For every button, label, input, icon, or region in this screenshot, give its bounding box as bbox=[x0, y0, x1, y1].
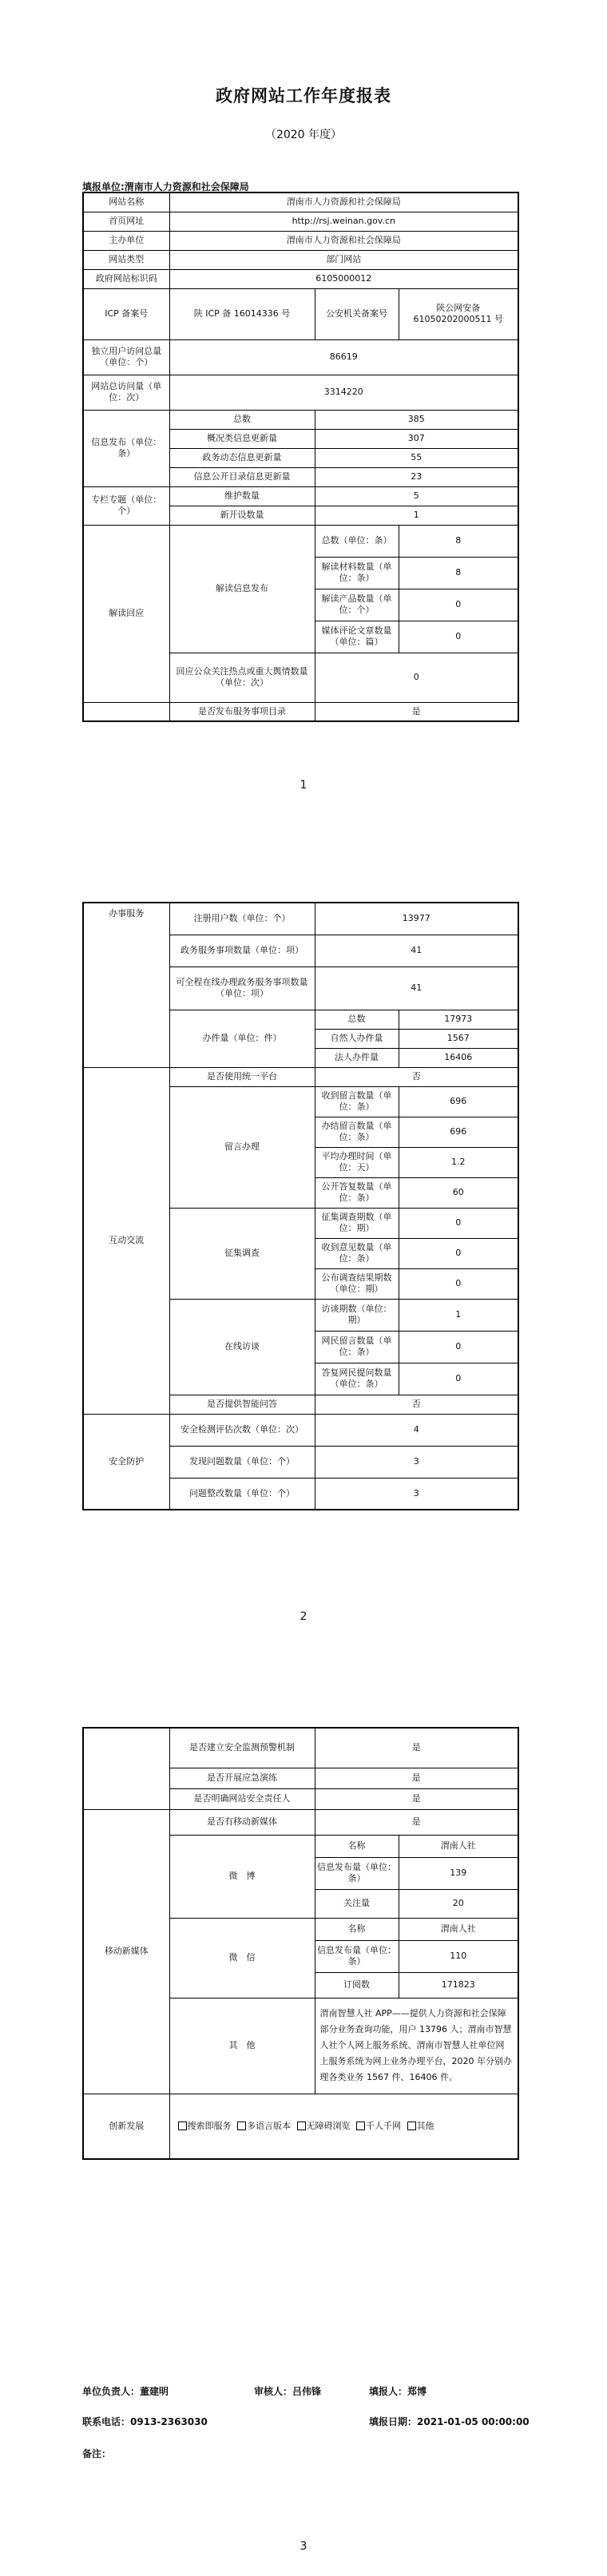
site-code-value: 6105000012 bbox=[169, 269, 518, 288]
visitors-value: 86619 bbox=[169, 339, 518, 375]
interp-row-value: 0 bbox=[399, 621, 518, 653]
info-publish-row-value: 385 bbox=[315, 410, 518, 429]
checkbox-icon[interactable] bbox=[178, 2122, 187, 2130]
checkbox-icon[interactable] bbox=[297, 2122, 306, 2130]
innovation-option[interactable]: 千人千网 bbox=[353, 2121, 401, 2131]
handled-row-value: 17973 bbox=[399, 1010, 518, 1029]
survey-row-value: 0 bbox=[399, 1238, 518, 1268]
reg-users-label: 注册用户数（单位：个） bbox=[169, 903, 315, 935]
has-mobile-value: 是 bbox=[315, 1809, 518, 1835]
weibo-row-value: 20 bbox=[399, 1889, 518, 1918]
message-row-value: 696 bbox=[399, 1086, 518, 1117]
handled-row-label: 自然人办件量 bbox=[315, 1029, 399, 1048]
online-items-value: 41 bbox=[315, 966, 518, 1010]
reg-users-value: 13977 bbox=[315, 903, 518, 935]
survey-row-label: 公布调查结果期数（单位：期） bbox=[315, 1268, 399, 1299]
response-label: 解读回应 bbox=[83, 525, 169, 702]
phone-line bbox=[82, 2415, 208, 2428]
columns-row-label: 维护数量 bbox=[169, 486, 315, 506]
columns-row-value: 1 bbox=[315, 506, 518, 525]
interaction-label: 互动交流 bbox=[83, 1067, 169, 1414]
info-publish-row-label: 信息公开目录信息更新量 bbox=[169, 467, 315, 486]
sec-row-value: 是 bbox=[315, 1768, 518, 1788]
handled-row-label: 法人办件量 bbox=[315, 1048, 399, 1067]
message-row-value: 60 bbox=[399, 1177, 518, 1208]
survey-label: 征集调查 bbox=[169, 1208, 315, 1299]
security-row-value: 3 bbox=[315, 1478, 518, 1510]
interview-row-value: 0 bbox=[399, 1363, 518, 1395]
message-row-value: 1.2 bbox=[399, 1147, 518, 1177]
interp-row-label: 媒体评论文章数量（单位：篇） bbox=[315, 621, 399, 653]
filing-unit: 填报单位:渭南市人力资源和社会保障局 bbox=[82, 181, 249, 193]
phone-value: 0913-2363030 bbox=[130, 2416, 208, 2427]
home-url-label: 首页网址 bbox=[83, 212, 169, 231]
message-row-label: 公开答复数量（单位：条） bbox=[315, 1177, 399, 1208]
filler-name: 郑博 bbox=[407, 2386, 427, 2397]
date-label: 填报日期： bbox=[369, 2416, 418, 2427]
reviewer-label: 审核人： bbox=[254, 2386, 293, 2397]
handled-row-value: 16406 bbox=[399, 1048, 518, 1067]
unified-platform-label: 是否使用统一平台 bbox=[169, 1067, 315, 1086]
smart-qa-label: 是否提供智能问答 bbox=[169, 1395, 315, 1414]
police-record-label: 公安机关备案号 bbox=[315, 288, 399, 339]
wechat-label: 微 信 bbox=[169, 1918, 315, 1998]
wechat-row-value: 110 bbox=[399, 1940, 518, 1972]
page1-table bbox=[82, 192, 519, 722]
checkbox-icon[interactable] bbox=[356, 2122, 365, 2130]
survey-row-value: 0 bbox=[399, 1268, 518, 1299]
checkbox-icon[interactable] bbox=[407, 2122, 416, 2130]
interview-row-label: 网民留言数量（单位：条） bbox=[315, 1331, 399, 1363]
page-number: 1 bbox=[300, 779, 307, 792]
columns-label: 专栏专题（单位：个） bbox=[83, 486, 169, 525]
message-row-value: 696 bbox=[399, 1117, 518, 1147]
host-unit-value: 渭南市人力资源和社会保障局 bbox=[169, 231, 518, 250]
sec-row-value: 是 bbox=[315, 1728, 518, 1768]
columns-row-value: 5 bbox=[315, 486, 518, 506]
interp-label: 解读信息发布 bbox=[169, 525, 315, 653]
info-publish-row-value: 55 bbox=[315, 448, 518, 467]
handled-row-value: 1567 bbox=[399, 1029, 518, 1048]
innovation-option[interactable]: 无障碍浏览 bbox=[294, 2121, 351, 2131]
icp-value: 陕 ICP 备 16014336 号 bbox=[169, 288, 315, 339]
interview-row-value: 1 bbox=[399, 1299, 518, 1331]
leader-name: 董建明 bbox=[140, 2386, 169, 2397]
interp-row-value: 8 bbox=[399, 525, 518, 557]
site-type-label: 网站类型 bbox=[83, 250, 169, 269]
mobile-media-label: 移动新媒体 bbox=[83, 1809, 169, 2094]
service-items-value: 41 bbox=[315, 935, 518, 966]
reviewer-line bbox=[254, 2384, 321, 2398]
weibo-label: 微 博 bbox=[169, 1835, 315, 1918]
handled-label: 办件量（单位：件） bbox=[169, 1010, 315, 1067]
other-media-label: 其 他 bbox=[169, 1998, 315, 2094]
report-title: 政府网站工作年度报表 bbox=[216, 86, 391, 105]
remark-label: 备注： bbox=[82, 2448, 112, 2459]
weibo-row-label: 关注量 bbox=[315, 1889, 399, 1918]
home-url-value: http://rsj.weinan.gov.cn bbox=[169, 212, 518, 231]
views-value: 3314220 bbox=[169, 375, 518, 410]
survey-row-value: 0 bbox=[399, 1208, 518, 1238]
security-label: 安全防护 bbox=[83, 1414, 169, 1510]
date-line bbox=[369, 2415, 530, 2428]
sec-row-value: 是 bbox=[315, 1788, 518, 1809]
message-label: 留言办理 bbox=[169, 1086, 315, 1208]
site-code-label: 政府网站标识码 bbox=[83, 269, 169, 288]
survey-row-label: 收到意见数量（单位：条） bbox=[315, 1238, 399, 1268]
wechat-row-value: 171823 bbox=[399, 1972, 518, 1998]
interp-row-label: 解读产品数量（单位：个） bbox=[315, 589, 399, 621]
wechat-row-label: 信息发布量（单位：条） bbox=[315, 1940, 399, 1972]
sec-row-label: 是否开展应急演练 bbox=[169, 1768, 315, 1788]
info-publish-row-label: 政务动态信息更新量 bbox=[169, 448, 315, 467]
unified-platform-value: 否 bbox=[315, 1067, 518, 1086]
service-list-value: 是 bbox=[315, 702, 518, 721]
reviewer-name: 吕伟锋 bbox=[292, 2386, 322, 2397]
interview-row-label: 答复网民提问数量（单位：条） bbox=[315, 1363, 399, 1395]
visitors-label: 独立用户访问总量（单位：个） bbox=[83, 339, 169, 375]
wechat-row-label: 订阅数 bbox=[315, 1972, 399, 1998]
message-row-label: 收到留言数量（单位：条） bbox=[315, 1086, 399, 1117]
interp-row-label: 解读材料数量（单位：条） bbox=[315, 557, 399, 589]
sec-row-label: 是否建立安全监测预警机制 bbox=[169, 1728, 315, 1768]
site-name-label: 网站名称 bbox=[83, 193, 169, 212]
checkbox-icon[interactable] bbox=[237, 2122, 246, 2130]
views-label: 网站总访问量（单位：次） bbox=[83, 375, 169, 410]
service-items-label: 政务服务事项数量（单位：项） bbox=[169, 935, 315, 966]
host-unit-label: 主办单位 bbox=[83, 231, 169, 250]
security-row-label: 发现问题数量（单位：个） bbox=[169, 1446, 315, 1478]
message-row-label: 办结留言数量（单位：条） bbox=[315, 1117, 399, 1147]
info-publish-row-value: 23 bbox=[315, 467, 518, 486]
wechat-row-value: 渭南人社 bbox=[399, 1918, 518, 1940]
interp-row-label: 总数（单位：条） bbox=[315, 525, 399, 557]
info-publish-row-label: 概况类信息更新量 bbox=[169, 429, 315, 448]
innovation-option[interactable]: 多语言版本 bbox=[234, 2121, 291, 2131]
interview-label: 在线访谈 bbox=[169, 1299, 315, 1395]
phone-label: 联系电话： bbox=[82, 2416, 131, 2427]
security-row-value: 3 bbox=[315, 1446, 518, 1478]
wechat-row-label: 名称 bbox=[315, 1918, 399, 1940]
police-record-value: 陕公网安备 61050202000511 号 bbox=[399, 288, 518, 339]
leader-line bbox=[82, 2384, 169, 2398]
office-label: 办事服务 bbox=[83, 903, 169, 1067]
security-row-value: 4 bbox=[315, 1414, 518, 1446]
columns-row-label: 新开设数量 bbox=[169, 506, 315, 525]
smart-qa-value: 否 bbox=[315, 1395, 518, 1414]
innovation-options bbox=[169, 2094, 518, 2159]
online-items-label: 可全程在线办理政务服务事项数量（单位：项） bbox=[169, 966, 315, 1010]
info-publish-row-label: 总数 bbox=[169, 410, 315, 429]
interp-row-value: 0 bbox=[399, 589, 518, 621]
service-list-label: 是否发布服务事项目录 bbox=[169, 702, 315, 721]
interp-row-value: 8 bbox=[399, 557, 518, 589]
interview-row-label: 访谈期数（单位：期） bbox=[315, 1299, 399, 1331]
info-publish-row-value: 307 bbox=[315, 429, 518, 448]
hot-topic-label: 回应公众关注热点或重大舆情数量（单位：次） bbox=[169, 653, 315, 702]
survey-row-label: 征集调查期数（单位：期） bbox=[315, 1208, 399, 1238]
page2-table bbox=[82, 902, 519, 1510]
page3-table bbox=[82, 1727, 519, 2160]
security-row-label: 问题整改数量（单位：个） bbox=[169, 1478, 315, 1510]
icp-label: ICP 备案号 bbox=[83, 288, 169, 339]
filler-line bbox=[369, 2384, 426, 2398]
filler-label: 填报人： bbox=[369, 2386, 408, 2397]
site-type-value: 部门网站 bbox=[169, 250, 518, 269]
handled-row-label: 总数 bbox=[315, 1010, 399, 1029]
innovation-option[interactable]: 其他 bbox=[404, 2121, 434, 2131]
site-name-value: 渭南市人力资源和社会保障局 bbox=[169, 193, 518, 212]
info-publish-label: 信息发布（单位：条） bbox=[83, 410, 169, 486]
sec-row-label: 是否明确网站安全责任人 bbox=[169, 1788, 315, 1809]
message-row-label: 平均办理时间（单位：天） bbox=[315, 1147, 399, 1177]
has-mobile-label: 是否有移动新媒体 bbox=[169, 1809, 315, 1835]
other-media-value: 渭南智慧人社 APP——提供人力资源和社会保障部分业务查询功能，用户 13796 人；渭南市智慧人社个人网上服务系统、渭南市智慧人社单位网上服务系统为网上业务办理平台，2020 年分别办理各类业务 1567 件、16406 件。 bbox=[315, 1998, 518, 2094]
weibo-row-label: 信息发布量（单位：条） bbox=[315, 1857, 399, 1889]
leader-label: 单位负责人： bbox=[82, 2386, 141, 2397]
date-value: 2021-01-05 00:00:00 bbox=[417, 2416, 530, 2427]
page-number: 3 bbox=[300, 2540, 307, 2553]
security-row-label: 安全检测评估次数（单位：次） bbox=[169, 1414, 315, 1446]
innovation-label: 创新发展 bbox=[83, 2094, 169, 2159]
innovation-option[interactable]: 搜索即服务 bbox=[175, 2121, 232, 2131]
interview-row-value: 0 bbox=[399, 1331, 518, 1363]
weibo-row-value: 渭南人社 bbox=[399, 1835, 518, 1857]
hot-topic-value: 0 bbox=[315, 653, 518, 702]
weibo-row-value: 139 bbox=[399, 1857, 518, 1889]
weibo-row-label: 名称 bbox=[315, 1835, 399, 1857]
page-number: 2 bbox=[300, 1610, 307, 1623]
report-year: （2020 年度） bbox=[264, 129, 343, 141]
